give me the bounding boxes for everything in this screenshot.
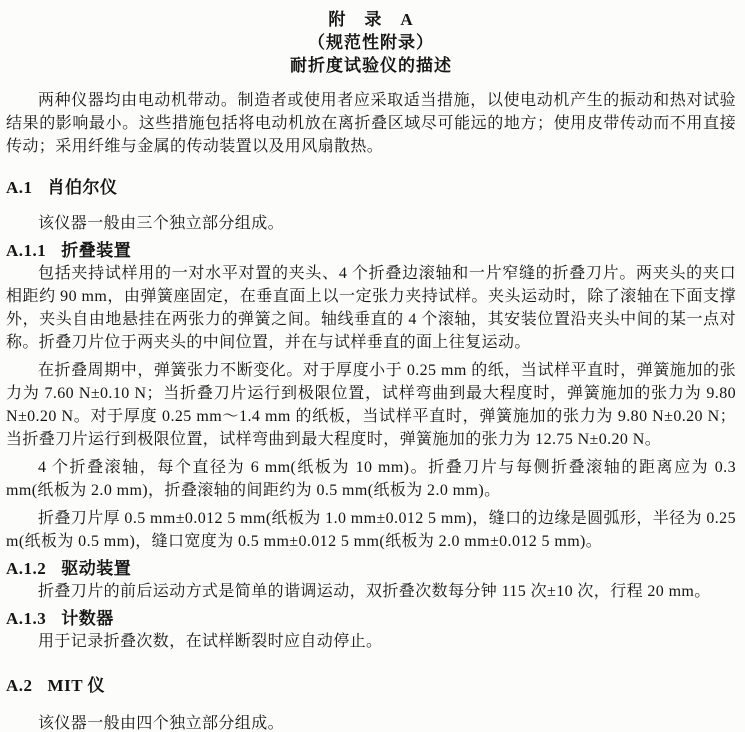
section-paragraph: 包括夹持试样用的一对水平对置的夹头、4 个折叠边滚轴和一片窄缝的折叠刀片。两夹头的夹口相距约 90 mm，由弹簧座固定，在垂直面上以一定张力夹持试样。夹头运动时，除了滚轴在下面支撑外，夹头自由地悬挂在两张力的弹簧之间。轴线垂直的 4 个滚轴，其安装位置沿夹头中间的某一点对称。折叠刀片位于两夹头的中间位置，并在与试样垂直的面上往复运动。 [6,265,736,351]
section-paragraph: 用于记录折叠次数，在试样断裂时应自动停止。 [38,633,383,650]
section-title: MIT 仪 [47,676,105,695]
section-paragraph: 4 个折叠滚轴，每个直径为 6 mm(纸板为 10 mm)。折叠刀片与每侧折叠滚轴的距离应为 0.3 mm(纸板为 2.0 mm)，折叠滚轴的间距约为 0.5 mm(纸板为 2.0 mm)。 [6,459,736,499]
section-heading-a2 [6,674,736,697]
section-number: A.1.3 [6,609,47,628]
section-number: A.1 [6,178,33,197]
section-number: A.2 [6,676,33,695]
section-paragraph: 在折叠周期中，弹簧张力不断变化。对于厚度小于 0.25 mm 的纸，当试样平直时，弹簧施加的张力为 7.60 N±0.10 N；当折叠刀片运行到极限位置，试样弯曲到最大程度时，弹簧施加的张力为 9.80 N±0.20 N。对于厚度 0.25 mm～1.4 mm 的纸板，当试样平直时，弹簧施加的张力为 9.80 N±0.20 N；当折叠刀片运行到极限位置，试样弯曲到最大程度时，弹簧施加的张力为 12.75 N±0.20 N。 [6,362,736,448]
appendix-subtitle: （规范性附录） [308,33,434,52]
section-heading-a1-3 [6,607,736,630]
section-heading-a1-2 [6,557,736,580]
section-a1-1 [6,239,736,553]
section-paragraph: 折叠刀片的前后运动方式是简单的谐调运动，双折叠次数每分钟 115 次±10 次，行程 20 mm。 [38,583,711,600]
section-paragraph: 该仪器一般由四个独立部分组成。 [38,715,285,732]
section-a1-2 [6,557,736,603]
intro-paragraph: 两种仪器均由电动机带动。制造者或使用者应采取适当措施，以使电动机产生的振动和热对试验结果的影响最小。这些措施包括将电动机放在离折叠区域尽可能远的地方；使用皮带传动而不用直接传动；采用纤维与金属的传动装置以及用风扇散热。 [6,92,736,155]
appendix-title-block [6,8,736,77]
section-title: 折叠装置 [61,241,132,260]
section-number: A.1.2 [6,559,47,578]
section-paragraph: 该仪器一般由三个独立部分组成。 [38,215,285,232]
section-number: A.1.1 [6,241,47,260]
section-heading-a1 [6,176,736,199]
section-title: 肖伯尔仪 [47,178,118,197]
section-a1 [6,176,736,235]
section-heading-a1-1 [6,239,736,262]
appendix-heading: 耐折度试验仪的描述 [290,56,452,75]
section-a2 [6,674,736,732]
appendix-title: 附 录 A [328,10,414,29]
section-title: 驱动装置 [61,559,132,578]
section-title: 计数器 [61,609,114,628]
section-paragraph: 折叠刀片厚 0.5 mm±0.012 5 mm(纸板为 1.0 mm±0.012 5 mm)，缝口的边缘是圆弧形，半径为 0.25 m(纸板为 0.5 mm)，缝口宽度为 0.5 mm±0.012 5 mm(纸板为 2.0 mm±0.012 5 mm)。 [6,510,736,550]
section-a1-3 [6,607,736,653]
